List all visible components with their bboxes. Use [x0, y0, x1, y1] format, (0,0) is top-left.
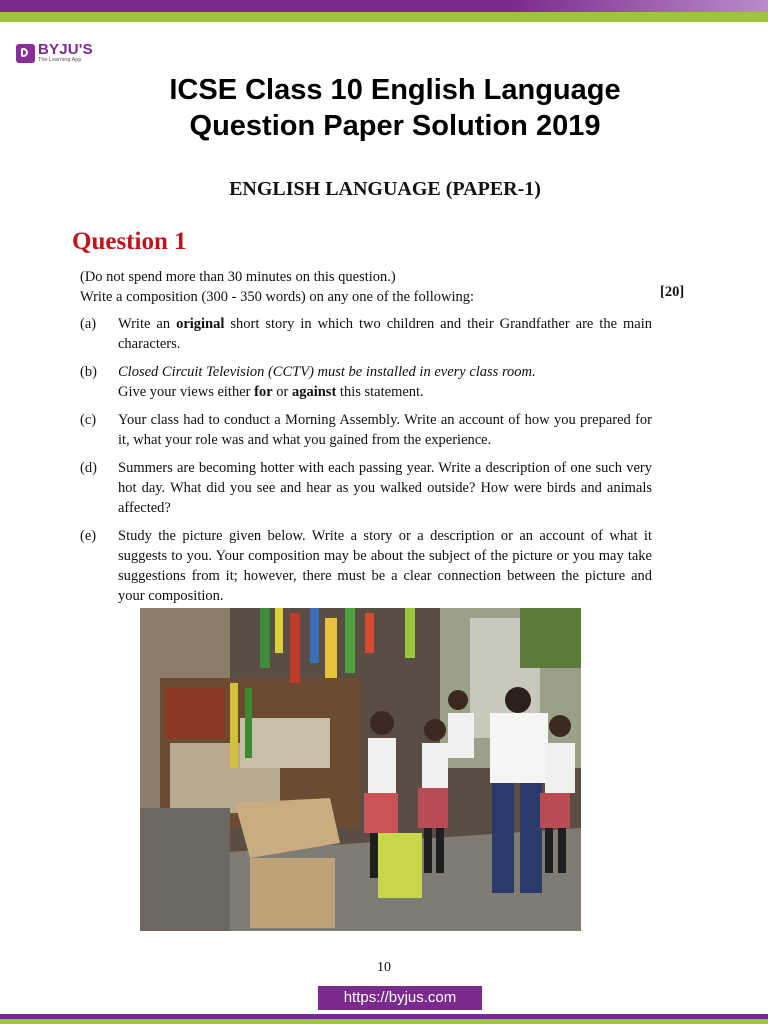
- logo-name: BYJU'S: [38, 41, 93, 59]
- option-a: [80, 314, 660, 354]
- intro-line-2: Write a composition (300 - 350 words) on any one of the following:: [80, 289, 475, 305]
- title-line-1: ICSE Class 10 English Language: [169, 74, 621, 106]
- option-text: [118, 314, 652, 354]
- option-text-part: this statement.: [336, 384, 424, 400]
- option-bold-word: for: [254, 384, 273, 400]
- option-bold-word: against: [291, 384, 337, 400]
- option-label: (b): [80, 364, 97, 380]
- bottom-decorative-bar: [0, 1014, 768, 1024]
- options-list: [80, 314, 660, 614]
- paper-title: ENGLISH LANGUAGE (PAPER-1): [229, 178, 541, 200]
- option-label: (e): [80, 528, 97, 544]
- composition-picture: [140, 608, 581, 931]
- top-decorative-bar: [0, 0, 768, 22]
- option-c: [80, 410, 660, 450]
- website-url[interactable]: https://byjus.com: [318, 986, 482, 1010]
- logo-tagline: The Learning App: [38, 57, 82, 64]
- option-label: (a): [80, 316, 97, 332]
- title-line-2: Question Paper Solution 2019: [189, 110, 601, 142]
- option-text-part: Write an: [118, 316, 177, 332]
- byjus-logo-icon: [16, 44, 35, 63]
- option-label: (d): [80, 460, 97, 476]
- page-title: [0, 72, 768, 144]
- intro-line-1: (Do not spend more than 30 minutes on this question.): [80, 269, 396, 285]
- option-b: [80, 362, 660, 402]
- option-text-part: short story in which two children and their Grandfather are the main characters.: [118, 316, 652, 352]
- question-intro: [80, 267, 700, 307]
- option-text: Your class had to conduct a Morning Assembly. Write an account of how you prepared for it, what your role was and what you gained from the experience.: [118, 412, 652, 448]
- option-label: (c): [80, 412, 97, 428]
- option-d: [80, 458, 660, 518]
- option-e: [80, 526, 660, 606]
- picture-illustration: [140, 608, 581, 931]
- option-text-part: Give your views either: [118, 384, 255, 400]
- option-text: Summers are becoming hotter with each passing year. Write a description of one such very hot day. What did you see and hear as you walked outside? How were birds and animals affected?: [118, 460, 652, 516]
- marks-label: [20]: [660, 284, 685, 300]
- option-text: [118, 362, 652, 402]
- question-heading: Question 1: [72, 228, 187, 255]
- option-text-part: or: [272, 384, 292, 400]
- option-bold-word: original: [176, 316, 225, 332]
- option-italic-statement: Closed Circuit Television (CCTV) must be installed in every class room.: [118, 364, 536, 380]
- page-number: 10: [377, 960, 391, 975]
- option-text: Study the picture given below. Write a story or a description or an account of what it suggests to you. Your composition may be about the subject of the picture or you may take suggestions from it; however, there must be a clear connection between the picture and your composition.: [118, 528, 652, 604]
- byjus-logo: [16, 40, 93, 66]
